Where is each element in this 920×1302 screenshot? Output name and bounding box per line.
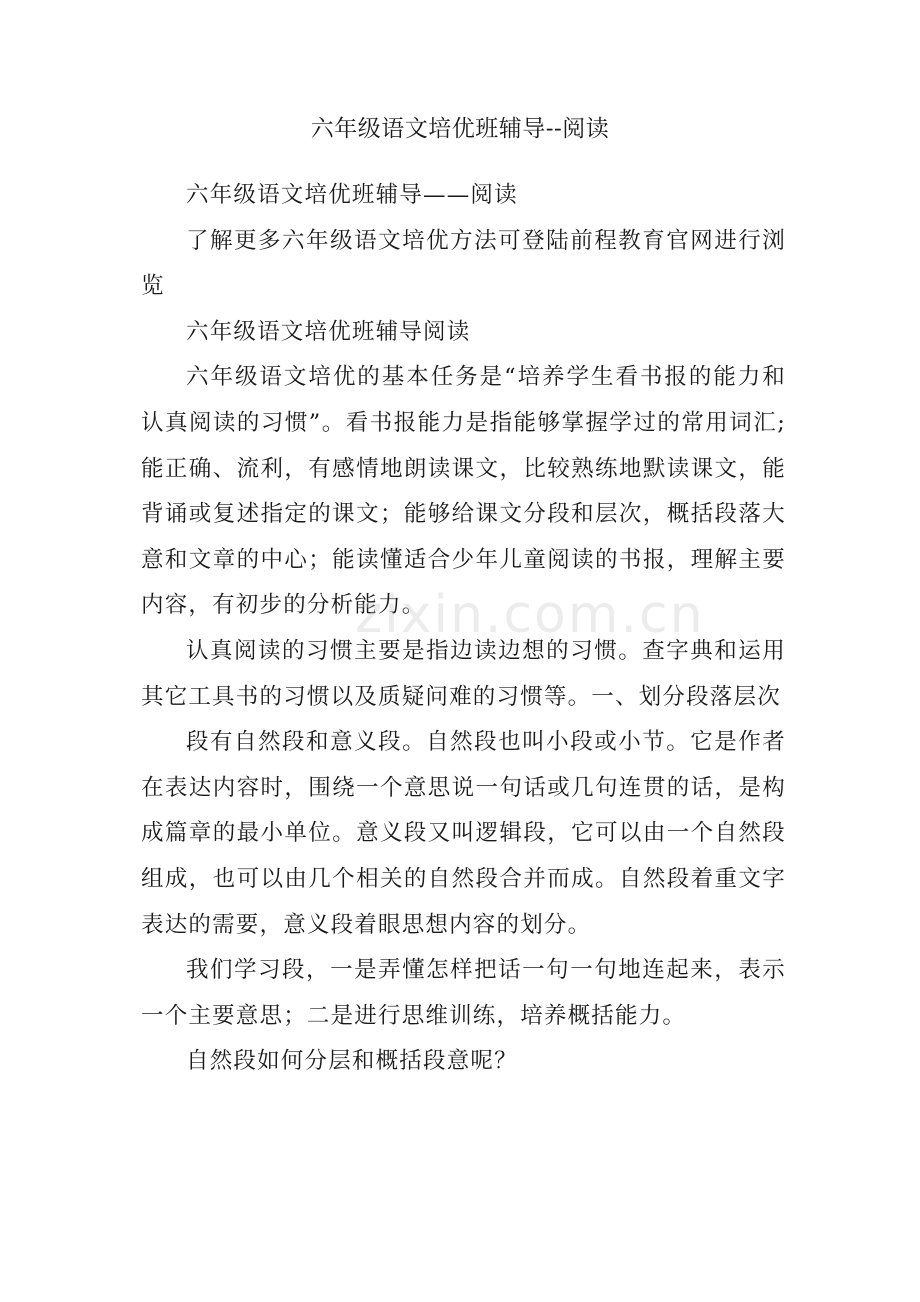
paragraph-subtitle: 六年级语文培优班辅导——阅读 [186,182,518,208]
paragraph-more-info: 了解更多六年级语文培优方法可登陆前程教育官网进行浏览 [141,227,786,300]
paragraph-reading-habit: 认真阅读的习惯主要是指边读边想的习惯。查字典和运用其它工具书的习惯以及质疑问难的习惯等。一、划分段落层次 [141,637,786,710]
document-body [141,173,786,1085]
paragraph-learning-purpose: 我们学习段，一是弄懂怎样把话一句一句地连起来，表示一个主要意思；二是进行思维训练，培养概括能力。 [141,957,786,1029]
paragraph-section-heading: 六年级语文培优班辅导阅读 [186,318,471,345]
paragraph-paragraph-types: 段有自然段和意义段。自然段也叫小段或小节。它是作者在表达内容时，围绕一个意思说一句话或几句连贯的话，是构成篇章的最小单位。意义段又叫逻辑段，它可以由一个自然段组成，也可以由几个相关的自然段合并而成。自然段着重文字表达的需要，意义段着眼思想内容的划分。 [141,729,786,938]
document-title: 六年级语文培优班辅导--阅读 [310,116,610,142]
paragraph-question: 自然段如何分层和概括段意呢？ [186,1048,518,1075]
paragraph-basic-task: 六年级语文培优的基本任务是“培养学生看书报的能力和认真阅读的习惯”。看书报能力是指能够掌握学过的常用词汇;能正确、流利，有感情地朗读课文，比较熟练地默读课文，能背诵或复述指定的课文；能够给课文分段和层次，概括段落大意和文章的中心；能读懂适合少年儿童阅读的书报，理解主要内容，有初步的分析能力。 [141,364,786,619]
watermark-logo: zixin.com.cn [355,585,705,645]
